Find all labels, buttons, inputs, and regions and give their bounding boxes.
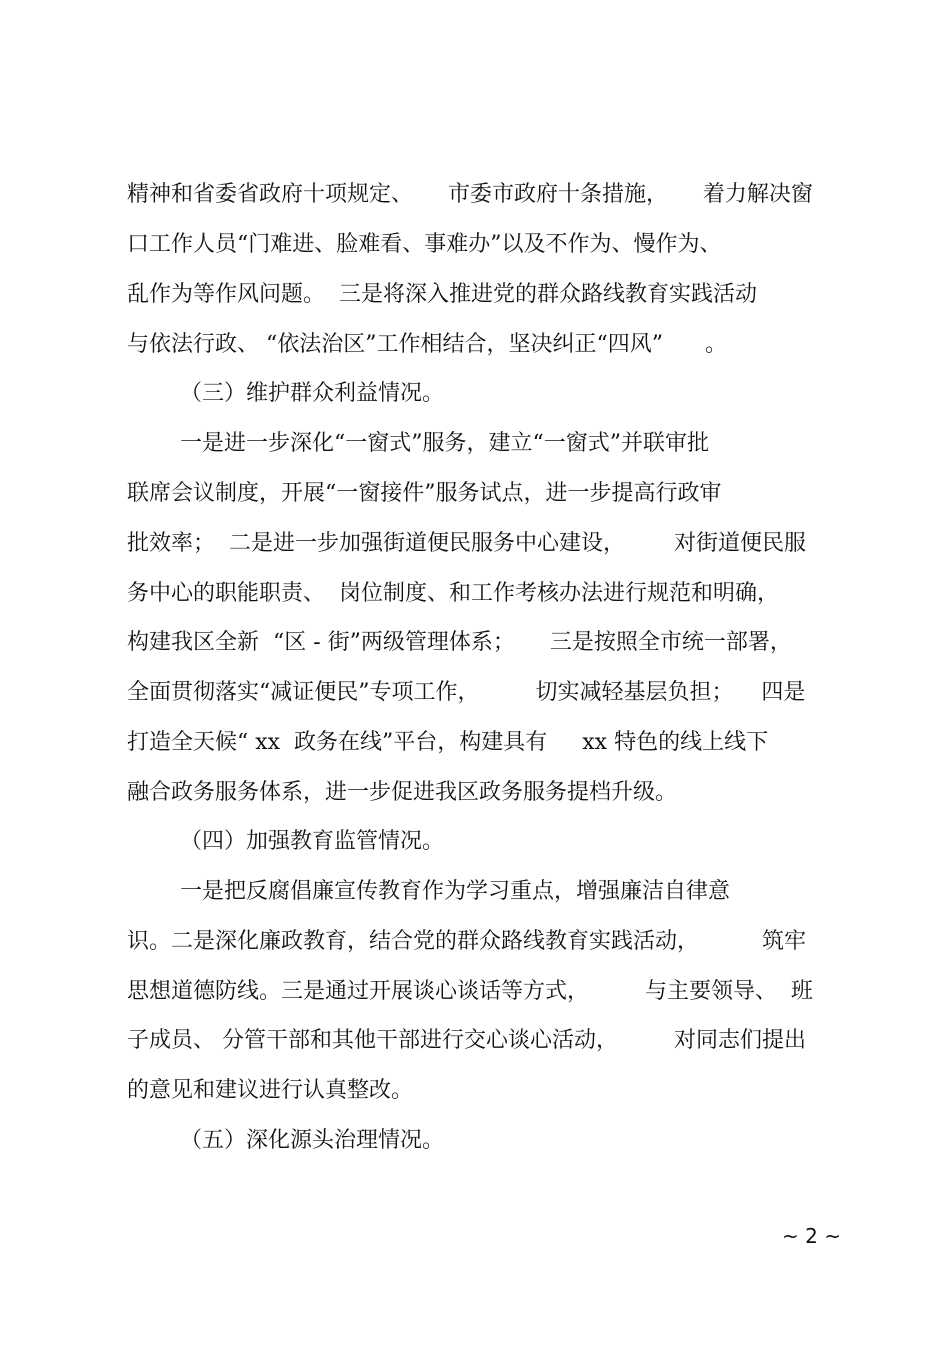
paragraph-line: 与依法行政、 “依法治区”工作相结合，坚决纠正“四风” 。 xyxy=(127,332,727,357)
paragraph-line: 口工作人员“门难进、脸难看、事难办”以及不作为、慢作为、 xyxy=(127,232,722,257)
paragraph-line: 识。二是深化廉政教育，结合党的群众路线教育实践活动， 筑牢 xyxy=(127,929,806,954)
paragraph-line: 务中心的职能职责、 岗位制度、和工作考核办法进行规范和明确， xyxy=(127,581,779,606)
paragraph-line: 的意见和建议进行认真整改。 xyxy=(127,1078,414,1103)
paragraph-line: 全面贯彻落实“减证便民”专项工作， 切实减轻基层负担； 四是 xyxy=(127,680,806,705)
section-heading: （四）加强教育监管情况。 xyxy=(180,829,445,854)
paragraph-line: 构建我区全新 “区 - 街”两级管理体系； 三是按照全市统一部署， xyxy=(127,630,792,655)
paragraph-line: 思想道德防线。三是通过开展谈心谈话等方式， 与主要领导、 班 xyxy=(127,979,813,1004)
section-heading: （三）维护群众利益情况。 xyxy=(180,381,445,406)
paragraph-line: 批效率； 二是进一步加强街道便民服务中心建设， 对街道便民服 xyxy=(127,531,806,556)
paragraph-line: 子成员、 分管干部和其他干部进行交心谈心活动， 对同志们提出 xyxy=(127,1028,806,1053)
paragraph-line: 打造全天候“ xx 政务在线”平台，构建具有 xx 特色的线上线下 xyxy=(127,730,769,755)
paragraph-line: 一是进一步深化“一窗式”服务，建立“一窗式”并联审批 xyxy=(180,431,709,456)
paragraph-line: 联席会议制度，开展“一窗接件”服务试点，进一步提高行政审 xyxy=(127,481,722,506)
section-heading: （五）深化源头治理情况。 xyxy=(180,1128,445,1153)
paragraph-line: 一是把反腐倡廉宣传教育作为学习重点，增强廉洁自律意 xyxy=(180,879,731,904)
page-number: ~ 2 ~ xyxy=(782,1224,841,1248)
paragraph-line: 精神和省委省政府十项规定、 市委市政府十条措施， 着力解决窗 xyxy=(127,182,813,207)
paragraph-line: 乱作为等作风问题。 三是将深入推进党的群众路线教育实践活动 xyxy=(127,282,757,307)
paragraph-line: 融合政务服务体系，进一步促进我区政务服务提档升级。 xyxy=(127,780,678,805)
